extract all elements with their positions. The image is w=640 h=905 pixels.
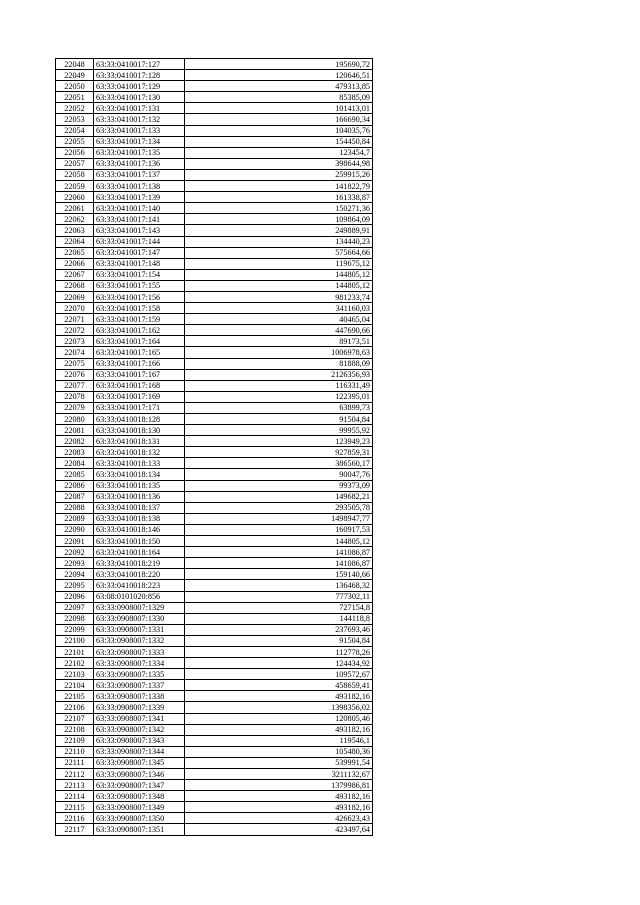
cadastral-number-cell: 63:33:0908007:1351 [94, 824, 185, 835]
row-number-cell: 22074 [56, 347, 94, 358]
row-number-cell: 22112 [56, 769, 94, 780]
table-row [56, 147, 373, 158]
table-row [56, 81, 373, 92]
value-cell: 120805,46 [185, 713, 373, 724]
value-cell: 119675,12 [185, 258, 373, 269]
value-cell: 136468,32 [185, 580, 373, 591]
cadastral-number-cell: 63:33:0410017:131 [94, 103, 185, 114]
row-number-cell: 22100 [56, 635, 94, 646]
cadastral-number-cell: 63:33:0410017:138 [94, 181, 185, 192]
row-number-cell: 22073 [56, 336, 94, 347]
cadastral-number-cell: 63:33:0908007:1330 [94, 613, 185, 624]
table-row [56, 569, 373, 580]
cadastral-number-cell: 63:33:0410018:219 [94, 558, 185, 569]
cadastral-number-cell: 63:33:0908007:1339 [94, 702, 185, 713]
table-row [56, 425, 373, 436]
value-cell: 575664,66 [185, 247, 373, 258]
cadastral-number-cell: 63:33:0410018:134 [94, 469, 185, 480]
table-row [56, 746, 373, 757]
value-cell: 727154,8 [185, 602, 373, 613]
value-cell: 120646,51 [185, 70, 373, 81]
row-number-cell: 22087 [56, 491, 94, 502]
row-number-cell: 22061 [56, 203, 94, 214]
value-cell: 426623,43 [185, 813, 373, 824]
cadastral-number-cell: 63:33:0908007:1338 [94, 691, 185, 702]
row-number-cell: 22113 [56, 780, 94, 791]
value-cell: 341160,03 [185, 303, 373, 314]
table-row [56, 103, 373, 114]
row-number-cell: 22102 [56, 658, 94, 669]
value-cell: 479313,85 [185, 81, 373, 92]
table-row [56, 347, 373, 358]
table-row [56, 491, 373, 502]
cadastral-number-cell: 63:08:0101020:856 [94, 591, 185, 602]
cadastral-number-cell: 63:33:0410018:132 [94, 447, 185, 458]
row-number-cell: 22110 [56, 746, 94, 757]
table-row [56, 513, 373, 524]
table-row [56, 125, 373, 136]
table-row [56, 757, 373, 768]
value-cell: 123949,23 [185, 436, 373, 447]
table-row [56, 158, 373, 169]
table-row [56, 658, 373, 669]
row-number-cell: 22088 [56, 502, 94, 513]
value-cell: 141086,87 [185, 558, 373, 569]
table-row [56, 380, 373, 391]
row-number-cell: 22082 [56, 436, 94, 447]
row-number-cell: 22097 [56, 602, 94, 613]
row-number-cell: 22076 [56, 369, 94, 380]
value-cell: 85385,09 [185, 92, 373, 103]
cadastral-number-cell: 63:33:0908007:1344 [94, 746, 185, 757]
table-row [56, 613, 373, 624]
row-number-cell: 22111 [56, 757, 94, 768]
cadastral-number-cell: 63:33:0410017:134 [94, 136, 185, 147]
row-number-cell: 22080 [56, 414, 94, 425]
value-cell: 122395,01 [185, 391, 373, 402]
row-number-cell: 22078 [56, 391, 94, 402]
row-number-cell: 22086 [56, 480, 94, 491]
table-row [56, 291, 373, 302]
row-number-cell: 22107 [56, 713, 94, 724]
value-cell: 493182,16 [185, 724, 373, 735]
value-cell: 249889,91 [185, 225, 373, 236]
table-row [56, 591, 373, 602]
table-row [56, 669, 373, 680]
table-row [56, 192, 373, 203]
value-cell: 195690,72 [185, 59, 373, 70]
cadastral-number-cell: 63:33:0410018:164 [94, 547, 185, 558]
row-number-cell: 22116 [56, 813, 94, 824]
value-cell: 104035,76 [185, 125, 373, 136]
value-cell: 105480,36 [185, 746, 373, 757]
cadastral-number-cell: 63:33:0908007:1342 [94, 724, 185, 735]
cadastral-number-cell: 63:33:0908007:1348 [94, 791, 185, 802]
cadastral-number-cell: 63:33:0410017:143 [94, 225, 185, 236]
value-cell: 63899,73 [185, 402, 373, 413]
cadastral-number-cell: 63:33:0908007:1343 [94, 735, 185, 746]
cadastral-number-cell: 63:33:0410017:162 [94, 325, 185, 336]
cadastral-number-cell: 63:33:0908007:1334 [94, 658, 185, 669]
cadastral-number-cell: 63:33:0410017:164 [94, 336, 185, 347]
row-number-cell: 22099 [56, 624, 94, 635]
value-cell: 154450,84 [185, 136, 373, 147]
value-cell: 398644,98 [185, 158, 373, 169]
value-cell: 144118,8 [185, 613, 373, 624]
row-number-cell: 22050 [56, 81, 94, 92]
table-row [56, 181, 373, 192]
value-cell: 159140,66 [185, 569, 373, 580]
row-number-cell: 22063 [56, 225, 94, 236]
table-row [56, 436, 373, 447]
row-number-cell: 22095 [56, 580, 94, 591]
row-number-cell: 22093 [56, 558, 94, 569]
row-number-cell: 22075 [56, 358, 94, 369]
value-cell: 1379986,81 [185, 780, 373, 791]
table-row [56, 791, 373, 802]
row-number-cell: 22114 [56, 791, 94, 802]
value-cell: 91504,84 [185, 635, 373, 646]
table-row [56, 547, 373, 558]
value-cell: 927859,31 [185, 447, 373, 458]
row-number-cell: 22090 [56, 524, 94, 535]
table-row [56, 136, 373, 147]
table-row [56, 580, 373, 591]
cadastral-number-cell: 63:33:0908007:1345 [94, 757, 185, 768]
table-row [56, 269, 373, 280]
value-cell: 3211132,67 [185, 769, 373, 780]
table-row [56, 713, 373, 724]
value-cell: 423497,64 [185, 824, 373, 835]
value-cell: 144805,12 [185, 269, 373, 280]
row-number-cell: 22104 [56, 680, 94, 691]
table-row [56, 480, 373, 491]
table-row [56, 646, 373, 657]
table-row [56, 280, 373, 291]
cadastral-number-cell: 63:33:0410017:155 [94, 280, 185, 291]
value-cell: 141086,87 [185, 547, 373, 558]
value-cell: 99373,09 [185, 480, 373, 491]
value-cell: 89173,51 [185, 336, 373, 347]
value-cell: 237693,46 [185, 624, 373, 635]
cadastral-number-cell: 63:33:0410017:135 [94, 147, 185, 158]
value-cell: 134440,23 [185, 236, 373, 247]
value-cell: 109864,09 [185, 214, 373, 225]
row-number-cell: 22060 [56, 192, 94, 203]
table-row [56, 391, 373, 402]
value-cell: 144805,12 [185, 536, 373, 547]
cadastral-number-cell: 63:33:0410017:159 [94, 314, 185, 325]
row-number-cell: 22081 [56, 425, 94, 436]
value-cell: 112778,26 [185, 646, 373, 657]
value-cell: 161338,87 [185, 192, 373, 203]
value-cell: 493182,16 [185, 802, 373, 813]
cadastral-number-cell: 63:33:0410017:158 [94, 303, 185, 314]
cadastral-number-cell: 63:33:0410017:156 [94, 291, 185, 302]
row-number-cell: 22051 [56, 92, 94, 103]
cadastral-number-cell: 63:33:0410017:168 [94, 380, 185, 391]
value-cell: 99955,92 [185, 425, 373, 436]
cadastral-number-cell: 63:33:0410017:139 [94, 192, 185, 203]
cadastral-number-cell: 63:33:0908007:1350 [94, 813, 185, 824]
table-row [56, 358, 373, 369]
row-number-cell: 22079 [56, 402, 94, 413]
cadastral-number-cell: 63:33:0410018:133 [94, 458, 185, 469]
row-number-cell: 22054 [56, 125, 94, 136]
value-cell: 91504,84 [185, 414, 373, 425]
cadastral-number-cell: 63:33:0410017:129 [94, 81, 185, 92]
table-row [56, 724, 373, 735]
cadastral-number-cell: 63:33:0908007:1335 [94, 669, 185, 680]
row-number-cell: 22101 [56, 646, 94, 657]
value-cell: 166690,34 [185, 114, 373, 125]
row-number-cell: 22103 [56, 669, 94, 680]
cadastral-number-cell: 63:33:0410017:144 [94, 236, 185, 247]
table-row [56, 769, 373, 780]
row-number-cell: 22117 [56, 824, 94, 835]
table-row [56, 802, 373, 813]
table-row [56, 735, 373, 746]
table-row [56, 225, 373, 236]
row-number-cell: 22069 [56, 291, 94, 302]
row-number-cell: 22070 [56, 303, 94, 314]
value-cell: 109572,67 [185, 669, 373, 680]
cadastral-number-cell: 63:33:0410018:131 [94, 436, 185, 447]
table-row [56, 469, 373, 480]
value-cell: 777302,11 [185, 591, 373, 602]
row-number-cell: 22096 [56, 591, 94, 602]
row-number-cell: 22084 [56, 458, 94, 469]
cadastral-number-cell: 63:33:0410018:135 [94, 480, 185, 491]
table-row [56, 402, 373, 413]
table-row [56, 303, 373, 314]
cadastral-number-cell: 63:33:0410018:223 [94, 580, 185, 591]
table-row [56, 70, 373, 81]
value-cell: 2126356,93 [185, 369, 373, 380]
cadastral-number-cell: 63:33:0410017:148 [94, 258, 185, 269]
table-row [56, 458, 373, 469]
table-row [56, 691, 373, 702]
cadastral-number-cell: 63:33:0410017:128 [94, 70, 185, 81]
row-number-cell: 22055 [56, 136, 94, 147]
table-row [56, 169, 373, 180]
row-number-cell: 22062 [56, 214, 94, 225]
table-row [56, 114, 373, 125]
cadastral-number-cell: 63:33:0410017:171 [94, 402, 185, 413]
row-number-cell: 22065 [56, 247, 94, 258]
value-cell: 493182,16 [185, 791, 373, 802]
cadastral-number-cell: 63:33:0410017:130 [94, 92, 185, 103]
row-number-cell: 22094 [56, 569, 94, 580]
value-cell: 116331,49 [185, 380, 373, 391]
value-cell: 150271,36 [185, 203, 373, 214]
value-cell: 149682,21 [185, 491, 373, 502]
table-row [56, 813, 373, 824]
cadastral-number-cell: 63:33:0410017:147 [94, 247, 185, 258]
row-number-cell: 22091 [56, 536, 94, 547]
value-cell: 101413,01 [185, 103, 373, 114]
cadastral-number-cell: 63:33:0908007:1347 [94, 780, 185, 791]
table-row [56, 602, 373, 613]
row-number-cell: 22105 [56, 691, 94, 702]
table-row [56, 258, 373, 269]
row-number-cell: 22072 [56, 325, 94, 336]
value-cell: 386560,17 [185, 458, 373, 469]
cadastral-number-cell: 63:33:0908007:1346 [94, 769, 185, 780]
table-row [56, 502, 373, 513]
value-cell: 539991,54 [185, 757, 373, 768]
cadastral-number-cell: 63:33:0410017:140 [94, 203, 185, 214]
row-number-cell: 22092 [56, 547, 94, 558]
value-cell: 981233,74 [185, 291, 373, 302]
value-cell: 1398356,02 [185, 702, 373, 713]
table-row [56, 680, 373, 691]
table-row [56, 414, 373, 425]
data-table [55, 58, 373, 836]
row-number-cell: 22064 [56, 236, 94, 247]
cadastral-number-cell: 63:33:0410017:141 [94, 214, 185, 225]
value-cell: 141822,79 [185, 181, 373, 192]
table-row [56, 780, 373, 791]
cadastral-number-cell: 63:33:0410018:138 [94, 513, 185, 524]
value-cell: 493182,16 [185, 691, 373, 702]
value-cell: 1498947,77 [185, 513, 373, 524]
value-cell: 119546,1 [185, 735, 373, 746]
cadastral-number-cell: 63:33:0410018:220 [94, 569, 185, 580]
row-number-cell: 22085 [56, 469, 94, 480]
cadastral-number-cell: 63:33:0410017:167 [94, 369, 185, 380]
row-number-cell: 22108 [56, 724, 94, 735]
table-row [56, 369, 373, 380]
cadastral-number-cell: 63:33:0410018:128 [94, 414, 185, 425]
value-cell: 40465,04 [185, 314, 373, 325]
row-number-cell: 22049 [56, 70, 94, 81]
value-cell: 144805,12 [185, 280, 373, 291]
cadastral-number-cell: 63:33:0410017:136 [94, 158, 185, 169]
cadastral-number-cell: 63:33:0410017:154 [94, 269, 185, 280]
cadastral-number-cell: 63:33:0410017:165 [94, 347, 185, 358]
cadastral-number-cell: 63:33:0410017:127 [94, 59, 185, 70]
table-row [56, 203, 373, 214]
value-cell: 90047,76 [185, 469, 373, 480]
value-cell: 447690,66 [185, 325, 373, 336]
cadastral-number-cell: 63:33:0908007:1333 [94, 646, 185, 657]
row-number-cell: 22068 [56, 280, 94, 291]
value-cell: 160917,53 [185, 524, 373, 535]
table-row [56, 635, 373, 646]
row-number-cell: 22071 [56, 314, 94, 325]
value-cell: 123454,7 [185, 147, 373, 158]
table-row [56, 92, 373, 103]
cadastral-number-cell: 63:33:0410017:137 [94, 169, 185, 180]
cadastral-number-cell: 63:33:0410017:133 [94, 125, 185, 136]
row-number-cell: 22098 [56, 613, 94, 624]
row-number-cell: 22077 [56, 380, 94, 391]
row-number-cell: 22056 [56, 147, 94, 158]
cadastral-number-cell: 63:33:0410018:137 [94, 502, 185, 513]
table-row [56, 236, 373, 247]
cadastral-number-cell: 63:33:0908007:1341 [94, 713, 185, 724]
table-row [56, 536, 373, 547]
row-number-cell: 22106 [56, 702, 94, 713]
row-number-cell: 22048 [56, 59, 94, 70]
table-row [56, 314, 373, 325]
row-number-cell: 22053 [56, 114, 94, 125]
row-number-cell: 22066 [56, 258, 94, 269]
cadastral-number-cell: 63:33:0908007:1332 [94, 635, 185, 646]
table-row [56, 447, 373, 458]
table-row [56, 824, 373, 835]
row-number-cell: 22057 [56, 158, 94, 169]
table-row [56, 247, 373, 258]
cadastral-number-cell: 63:33:0410018:150 [94, 536, 185, 547]
table-row [56, 325, 373, 336]
table-row [56, 524, 373, 535]
row-number-cell: 22115 [56, 802, 94, 813]
value-cell: 124434,92 [185, 658, 373, 669]
table-row [56, 214, 373, 225]
row-number-cell: 22089 [56, 513, 94, 524]
value-cell: 81888,09 [185, 358, 373, 369]
row-number-cell: 22067 [56, 269, 94, 280]
cadastral-number-cell: 63:33:0410017:166 [94, 358, 185, 369]
cadastral-number-cell: 63:33:0908007:1329 [94, 602, 185, 613]
cadastral-number-cell: 63:33:0908007:1337 [94, 680, 185, 691]
cadastral-number-cell: 63:33:0410018:130 [94, 425, 185, 436]
cadastral-number-cell: 63:33:0410018:136 [94, 491, 185, 502]
table-row [56, 624, 373, 635]
row-number-cell: 22059 [56, 181, 94, 192]
cadastral-number-cell: 63:33:0410017:169 [94, 391, 185, 402]
table-body [56, 59, 373, 836]
row-number-cell: 22058 [56, 169, 94, 180]
table-row [56, 59, 373, 70]
value-cell: 1006978,63 [185, 347, 373, 358]
cadastral-number-cell: 63:33:0908007:1331 [94, 624, 185, 635]
row-number-cell: 22083 [56, 447, 94, 458]
value-cell: 259915,26 [185, 169, 373, 180]
cadastral-number-cell: 63:33:0410017:132 [94, 114, 185, 125]
row-number-cell: 22109 [56, 735, 94, 746]
value-cell: 458659,41 [185, 680, 373, 691]
table-row [56, 336, 373, 347]
cadastral-number-cell: 63:33:0908007:1349 [94, 802, 185, 813]
table-row [56, 702, 373, 713]
value-cell: 293505,78 [185, 502, 373, 513]
row-number-cell: 22052 [56, 103, 94, 114]
cadastral-number-cell: 63:33:0410018:146 [94, 524, 185, 535]
table-row [56, 558, 373, 569]
